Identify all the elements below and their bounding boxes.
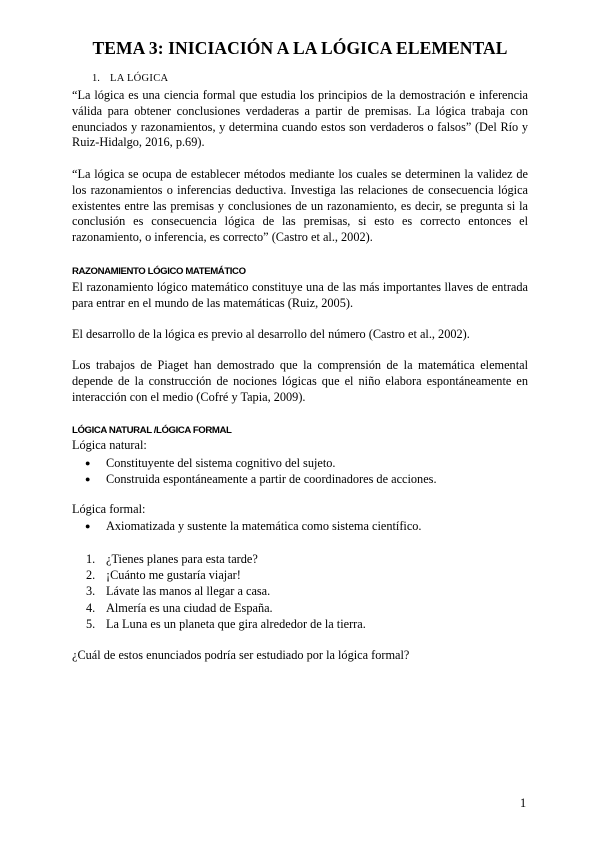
quote-paragraph-1: “La lógica es una ciencia formal que estudia los principios de la demostración e inferencia válida para obtener conclusiones verdaderas a partir de premisas. La lógica trabaja con enunciados y razonamientos, y determina cuando estos son verdaderos o falsos” (Del Río y Ruiz-Hidalgo, 2016, p.69). xyxy=(72,88,528,150)
list-item: 4. Almería es una ciudad de España. xyxy=(86,600,273,615)
list-item: 3. Lávate las manos al llegar a casa. xyxy=(86,584,271,599)
formal-list xyxy=(72,518,528,534)
list-item: ● Construida espontáneamente a partir de coordinadores de acciones. xyxy=(85,472,437,486)
bullet-icon: ● xyxy=(85,458,91,468)
bullet-icon: ● xyxy=(85,474,91,484)
section-heading-logica: LÓGICA NATURAL /LÓGICA FORMAL xyxy=(72,425,232,436)
page-title: TEMA 3: INICIACIÓN A LA LÓGICA ELEMENTAL xyxy=(92,38,508,58)
paragraph-desarrollo: El desarrollo de la lógica es previo al desarrollo del número (Castro et al., 2002). xyxy=(72,327,470,341)
list-item: 2. ¡Cuánto me gustaría viajar! xyxy=(86,568,241,583)
numbered-statements xyxy=(72,551,528,632)
list-item: ● Axiomatizada y sustente la matemática como sistema científico. xyxy=(85,519,422,533)
section-number: 1. xyxy=(92,73,100,84)
bullet-icon: ● xyxy=(85,521,91,531)
list-item: 5. La Luna es un planeta que gira alrededor de la tierra. xyxy=(86,616,366,631)
paragraph-razonamiento: El razonamiento lógico matemático constituye una de las más importantes llaves de entrada para entrar en el mundo de las matemáticas (Ruiz, 2005). xyxy=(72,280,528,310)
list-item: ● Constituyente del sistema cognitivo del sujeto. xyxy=(85,456,336,470)
label-logica-formal: Lógica formal: xyxy=(72,502,146,516)
page-number: 1 xyxy=(520,796,527,810)
quote-paragraph-2: “La lógica se ocupa de establecer métodos mediante los cuales se determinen la validez de los razonamientos o inferencias deductiva. Investiga las relaciones de consecuencia lógica existentes entre las premisas y conclusiones de un razonamiento, es decir, se pregunta si la conclusión es consecuencia lógica de las premisas, si esto es correcto entonces el razonamiento, o inferencia, es correcto” (Castro et al., 2002). xyxy=(72,167,528,245)
natural-list xyxy=(72,455,528,487)
section-heading-razonamiento: RAZONAMIENTO LÓGICO MATEMÁTICO xyxy=(72,266,246,277)
section-label: LA LÓGICA xyxy=(110,73,169,84)
label-logica-natural: Lógica natural: xyxy=(72,438,147,452)
question-paragraph: ¿Cuál de estos enunciados podría ser estudiado por la lógica formal? xyxy=(72,648,410,662)
paragraph-piaget: Los trabajos de Piaget han demostrado que la comprensión de la matemática elemental depende de la construcción de nociones lógicas que el niño elabora espontáneamente en interacción con el medio (Cofré y Tapia, 2009). xyxy=(72,358,528,404)
list-item: 1. ¿Tienes planes para esta tarde? xyxy=(86,552,258,566)
